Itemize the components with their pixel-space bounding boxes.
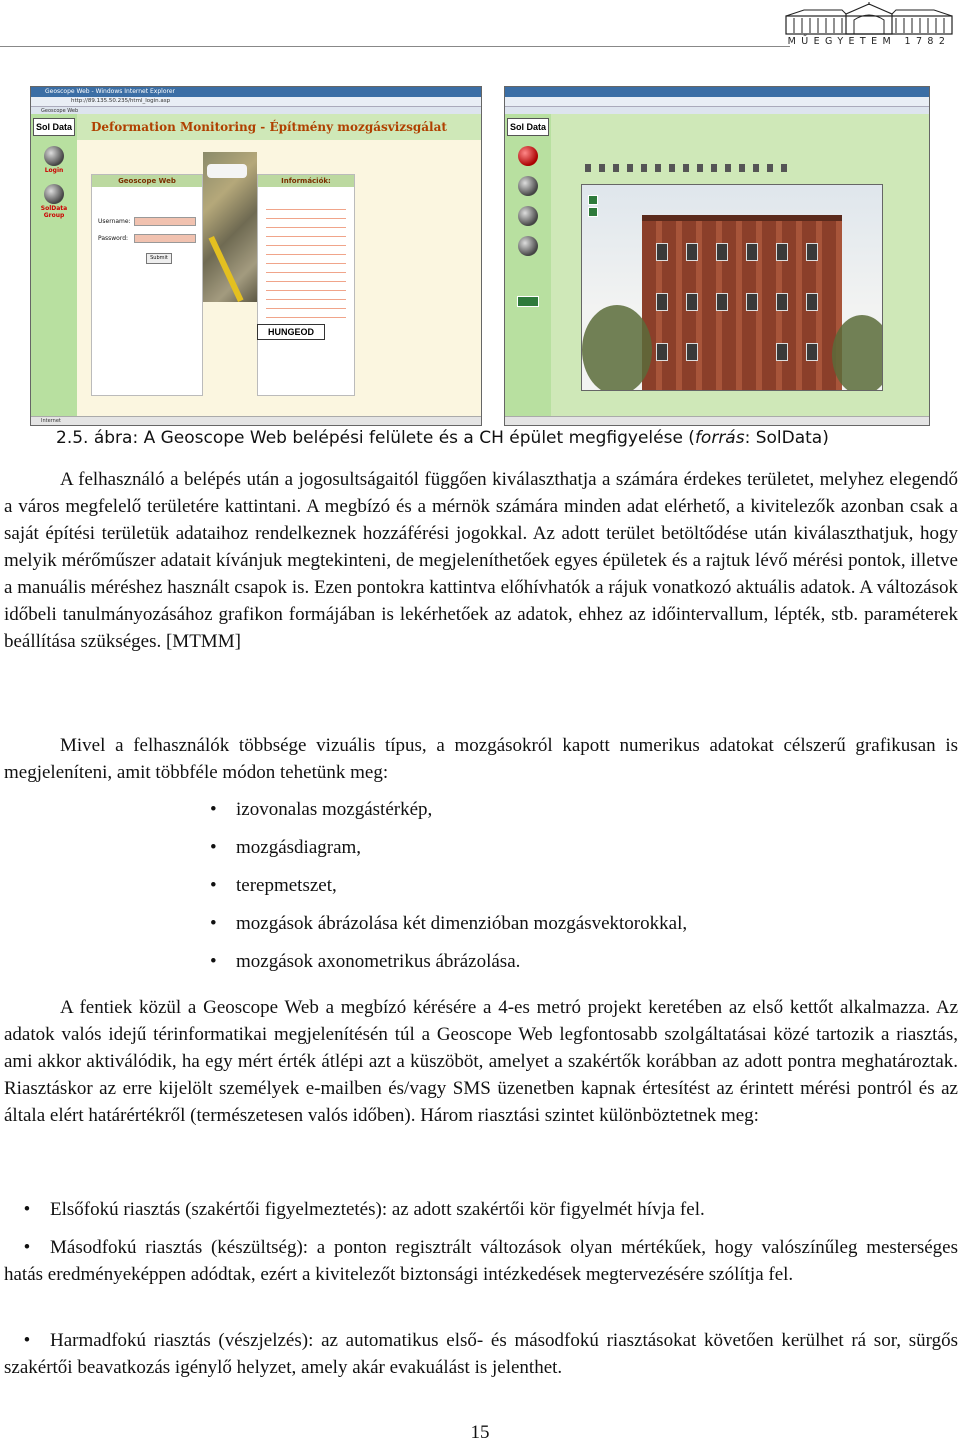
login-page — [77, 114, 481, 416]
caption-source-word: forrás — [694, 428, 745, 448]
address-bar — [505, 97, 929, 107]
login-button-icon — [44, 146, 64, 166]
filter-button-icon — [518, 176, 538, 196]
toolbar-icons — [585, 164, 795, 172]
window — [686, 243, 698, 261]
window — [656, 243, 668, 261]
site-title: Deformation Monitoring - Építmény mozgásvizsgálat — [77, 114, 481, 140]
alarm-item-1 — [4, 1196, 958, 1223]
list-item: • mozgásdiagram, — [190, 829, 687, 867]
nav-arrow-icon — [588, 207, 598, 217]
sidebar — [31, 114, 77, 416]
window-titlebar: Geoscope Web - Windows Internet Explorer — [31, 87, 481, 97]
manual-button-icon — [518, 206, 538, 226]
nav-arrow-icon — [588, 195, 598, 205]
list-item: • mozgások axonometrikus ábrázolása. — [190, 943, 687, 981]
username-label: Username: — [98, 218, 131, 225]
caption-suffix: : SolData) — [744, 428, 829, 448]
window — [806, 343, 818, 361]
window — [746, 243, 758, 261]
logo-text: MŰEGYETEM 1782 — [787, 36, 951, 47]
login-panel — [91, 174, 203, 396]
university-logo — [784, 2, 954, 48]
window — [686, 343, 698, 361]
password-row — [98, 234, 196, 243]
password-input — [134, 234, 196, 243]
soldata-logo: Sol Data — [33, 118, 75, 136]
page-number: 15 — [470, 1422, 490, 1443]
ch-building — [642, 215, 842, 391]
browser-tab: Geoscope Web — [31, 107, 481, 115]
alarm-item-3 — [4, 1327, 958, 1381]
bullet-icon: • — [23, 1199, 31, 1220]
figure-caption — [56, 428, 829, 448]
window — [776, 343, 788, 361]
address-bar: http://89.135.50.235/html_login.asp — [31, 97, 481, 107]
building-emblem-icon — [784, 2, 954, 36]
window — [806, 293, 818, 311]
exit-button-icon — [517, 296, 539, 307]
window — [716, 243, 728, 261]
submit-button: Submit — [146, 253, 172, 264]
paragraph-login: A felhasználó a belépés után a jogosultságaitól függően kiválaszthatja a számára érdekes területet, melyhez elegendő a város megfelelő területére kattintani. A megbízó és a mérnök számára minden adat elérhető, a kivitelezők azonban csak a saját építési területük adataihoz rendelkeznek hozzáférési jogokkal. Az adott terület betöltődése után kiválaszthatjuk, hogy melyik mérőműszer adatait kívánjuk megtekinteni, de megjeleníthetőek egyes épületek és a rajtuk lévő mérési pontok, illetve a manuális méréshez használt csapok is. Ezen pontokra kattintva előhívhatók a rájuk vonatkozó aktuális adatok. A változások időbeli tanulmányozásához grafikon formájában is lekérhetőek az adatok, ehhez az időintervallum, lépték, stb. paraméterek beállítása szükséges. [MTMM] — [4, 469, 958, 652]
alarm-text: Elsőfokú riasztás (szakértői figyelmeztetés): az adott szakértői kör figyelmét hívja fel. — [50, 1199, 705, 1220]
info-lines — [266, 201, 346, 321]
window — [656, 343, 668, 361]
list-item: • terepmetszet, — [190, 867, 687, 905]
bullet-icon: • — [23, 1330, 31, 1351]
window — [716, 293, 728, 311]
window-titlebar — [505, 87, 929, 97]
caption-prefix: 2.5. ábra: A Geoscope Web belépési felülete és a CH épület megfigyelése ( — [56, 428, 695, 448]
window — [776, 243, 788, 261]
window — [806, 243, 818, 261]
status-bar: Internet — [31, 416, 481, 425]
soldata-logo: Sol Data — [507, 118, 549, 136]
display-list — [190, 791, 687, 981]
info-panel — [257, 174, 355, 396]
alarm-text: Harmadfokú riasztás (vészjelzés): az automatikus első- és másodfokú riasztásokat követően kerülhet rá sor, sürgős szakértői beavatkozás igénylő helyzet, amely akár evakuálást is jelenthet. — [4, 1330, 958, 1378]
tree — [832, 315, 883, 391]
screenshot-building — [504, 86, 930, 426]
list-item: • mozgások ábrázolása két dimenzióban mozgásvektorokkal, — [190, 905, 687, 943]
antenna-shape — [207, 164, 247, 178]
bullet-icon: • — [23, 1237, 31, 1258]
status-bar — [505, 416, 929, 425]
tree — [582, 305, 652, 391]
soldata-group-button-icon — [44, 184, 64, 204]
window — [656, 293, 668, 311]
alarm-item-2 — [4, 1234, 958, 1288]
map-button-icon — [518, 236, 538, 256]
window — [686, 293, 698, 311]
hungeod-logo: HUNGEOD — [257, 324, 325, 340]
info-panel-header: Információk: — [258, 175, 354, 187]
header-rule — [0, 46, 790, 47]
alarm-button-icon — [518, 146, 538, 166]
monitoring-page — [551, 114, 929, 416]
login-label: Login — [44, 167, 64, 174]
login-panel-header: Geoscope Web — [92, 175, 202, 187]
username-row — [98, 217, 196, 226]
paragraph-visualization: Mivel a felhasználók többsége vizuális típus, a mozgásokról kapott numerikus adatokat célszerű grafikusan is megjeleníteni, amit többféle módon tehetünk meg: — [4, 735, 958, 783]
list-item: • izovonalas mozgástérkép, — [190, 791, 687, 829]
soldata-group-label: SolData Group — [40, 205, 68, 219]
username-input — [134, 217, 196, 226]
password-label: Password: — [98, 235, 129, 242]
alarm-text: Másodfokú riasztás (készültség): a ponton regisztrált változások olyan mértékűek, hogy valószínűleg mesterséges hatás eredményeképpen adódtak, ezért a kivitelezőt biztonsági intézkedések megtervezésére szólítja fel. — [4, 1237, 958, 1285]
building-viewer — [581, 184, 883, 391]
paragraph-alarms: A fentiek közül a Geoscope Web a megbízó kérésére a 4-es metró projekt keretében az első kettőt alkalmazza. Az adatok valós idejű térinformatikai megjelenítésén túl a Geoscope Web legfontosabb szolgáltatásai közé tartozik a riasztás, ami akkor aktiválódik, ha egy mért érték átlépi azt a küszöböt, amelyet a szakértők korábban az adott pontra meghatároztak. Riasztáskor az erre kijelölt személyek e-mailben és/vagy SMS üzenetben kapnak értesítést az érintett mérési pontról és az általa elért határértékről (természetesen valós időben). Három riasztási szintet különböztetnek meg: — [4, 997, 958, 1126]
screenshot-login — [30, 86, 482, 426]
window — [776, 293, 788, 311]
window — [746, 293, 758, 311]
sidebar — [505, 114, 551, 416]
